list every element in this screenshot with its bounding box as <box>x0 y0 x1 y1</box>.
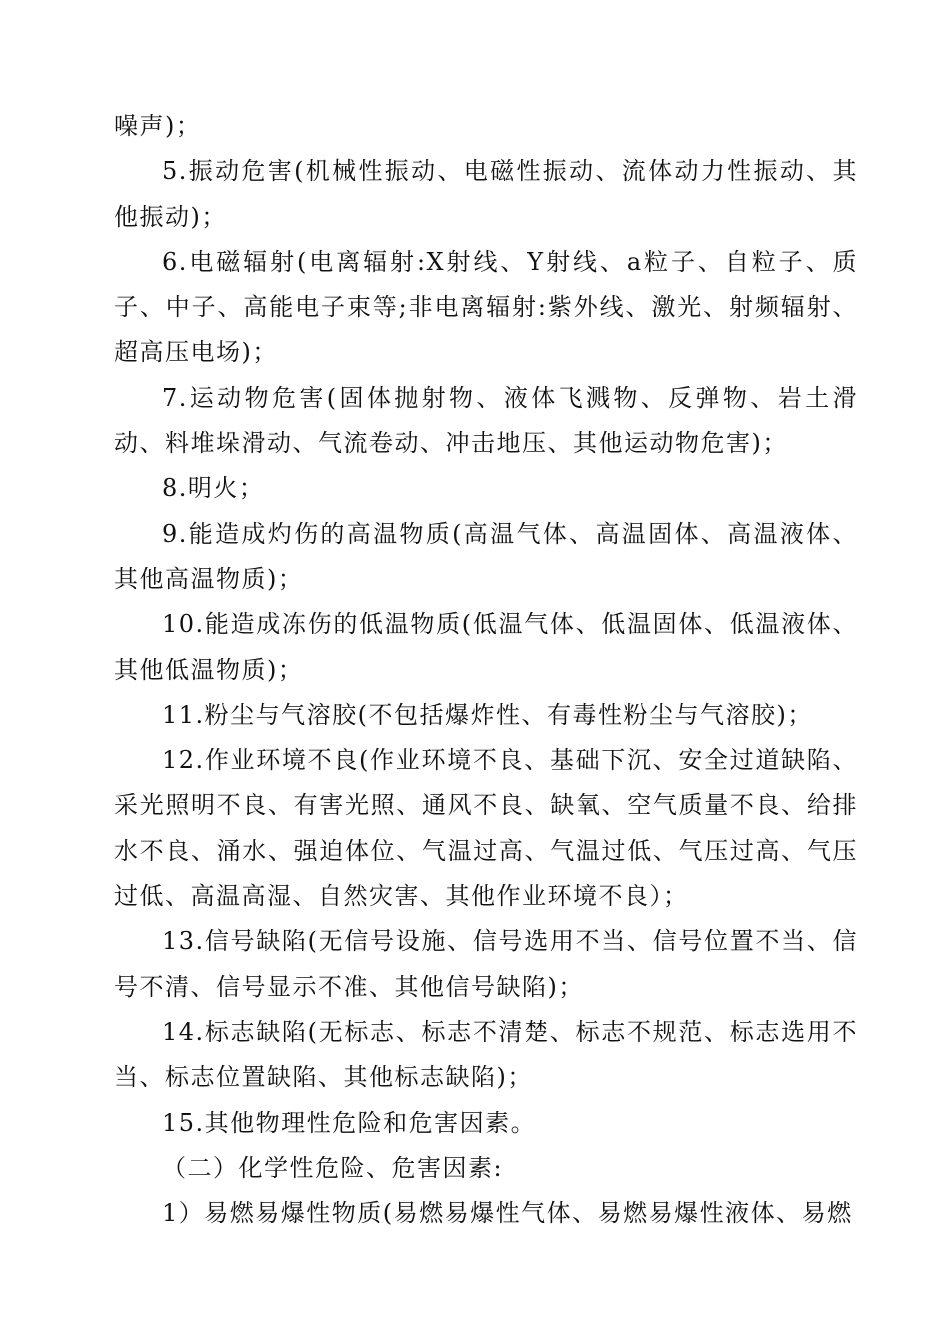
paragraph-low-temperature: 10.能造成冻伤的低温物质(低温气体、低温固体、低温液体、其他低温物质)； <box>114 610 858 684</box>
paragraph-high-temperature: 9.能造成灼伤的高温物质(高温气体、高温固体、高温液体、其他高温物质)； <box>114 519 858 593</box>
paragraph-poor-environment: 12.作业环境不良(作业环境不良、基础下沉、安全过道缺陷、采光照明不良、有害光照、通风不良、缺氧、空气质量不良、给排水不良、涌水、强迫体位、气温过高、气温过低、气压过高、气压过低、高温高湿、自然灾害、其他作业环境不良）； <box>114 746 858 911</box>
paragraph-signal-defect: 13.信号缺陷(无信号设施、信号选用不当、信号位置不当、信号不清、信号显示不准、其他信号缺陷)； <box>114 927 858 1001</box>
paragraph-flammable-explosive: 1）易燃易爆性物质(易燃易爆性气体、易燃易爆性液体、易燃 <box>162 1199 853 1228</box>
paragraph-vibration-hazard: 5.振动危害(机械性振动、电磁性振动、流体动力性振动、其他振动)； <box>114 157 858 231</box>
paragraph-electromagnetic-radiation: 6.电磁辐射(电离辐射:X射线、Y射线、a粒子、自粒子、质子、中子、高能电子束等;非电离辐射:紫外线、激光、射频辐射、超高压电场)； <box>114 247 858 367</box>
section-heading-chemical: （二）化学性危险、危害因素: <box>162 1153 504 1182</box>
document-page <box>114 104 858 1236</box>
paragraph-moving-object-hazard: 7.运动物危害(固体抛射物、液体飞溅物、反弹物、岩土滑动、料堆垛滑动、气流卷动、冲击地压、其他运动物危害)； <box>114 383 858 458</box>
paragraph-other-physical: 15.其他物理性危险和危害因素。 <box>162 1108 537 1137</box>
paragraph-dust-aerosol: 11.粉尘与气溶胶(不包括爆炸性、有毒性粉尘与气溶胶)； <box>162 700 813 729</box>
paragraph-noise-end: 噪声)； <box>114 112 202 140</box>
paragraph-sign-defect: 14.标志缺陷(无标志、标志不清楚、标志不规范、标志选用不当、标志位置缺陷、其他标志缺陷)； <box>114 1017 858 1092</box>
paragraph-open-flame: 8.明火； <box>162 474 265 503</box>
